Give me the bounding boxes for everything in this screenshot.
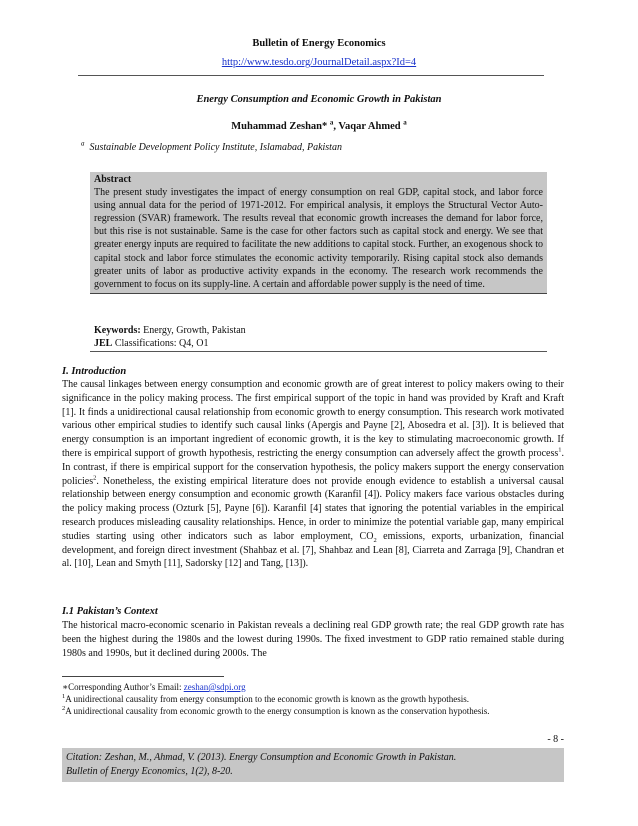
author-2-affil-mark: a: [403, 118, 407, 127]
footnote-divider: [62, 676, 224, 677]
keywords-value: Energy, Growth, Pakistan: [140, 325, 246, 336]
keywords-divider: [90, 351, 547, 352]
abstract-text: The present study investigates the impact of energy consumption on real GDP, capital stock, and labor force using annual data for the period of 1971-2012. For empirical analysis, it employs the Structural Vector Auto-regression (SVAR) framework. The results reveal that economic growth increases the demand for labor force, but this rise is not sustainable. Same is the case for other factors such as capital stock and energy. We see that greater energy inputs are required to facilitate the new additions to capital stock. Further, an exogenous shock to capital stock and labor force stimulates the economic activity temporarily. Rising capital stock also demands greater units of labor as productive activity expands in the economy. The research work recommends the government to focus on its supply-line. A certain and affordable power supply is the need of time.: [94, 187, 543, 290]
footnote-2-number: 2: [62, 705, 66, 712]
page-number: - 8 -: [547, 734, 564, 745]
co2-subscript: 2: [373, 536, 377, 544]
header-divider: [78, 75, 544, 76]
abstract-box: [90, 172, 547, 294]
introduction-text: [62, 378, 564, 571]
footnote-ref-1[interactable]: 1: [558, 446, 562, 454]
journal-url-link[interactable]: http://www.tesdo.org/JournalDetail.aspx?Id=4: [221, 57, 417, 68]
jel-value: Classifications: Q4, O1: [112, 338, 209, 349]
keywords-block: [94, 324, 246, 350]
footnote-2-text: A unidirectional causality from economic growth to the energy consumption is known as the conservation hypothesis.: [65, 706, 490, 716]
author-1: Muhammad Zeshan*: [231, 121, 328, 132]
citation-line-2: Bulletin of Energy Economics, 1(2), 8-20.: [66, 766, 233, 777]
intro-part-4: emissions, exports, urbanization, financial development, and foreign direct investment (Shahbaz et al. [7], Shahbaz and Lean [8], Ciarreta and Zarraga [9], Chandran et al. [10], Lean and Smyth [11], Sadorsky [12] and Tang, [13]).: [62, 530, 564, 570]
journal-name: Bulletin of Energy Economics: [252, 38, 386, 49]
footnote-1-number: 1: [62, 693, 66, 700]
footnote-1-text: A unidirectional causality from energy consumption to the economic growth is known as the growth hypothesis.: [65, 694, 470, 704]
footnotes: [62, 681, 564, 717]
paper-title: Energy Consumption and Economic Growth in Pakistan: [196, 94, 442, 105]
author-email-link[interactable]: zeshan@sdpi.org: [183, 682, 246, 692]
footnote-ref-2[interactable]: 2: [93, 474, 97, 482]
pakistan-context-text: The historical macro-economic scenario in Pakistan reveals a declining real GDP growth rate; the real GDP growth rate has been the highest during the 1980s and the lowest during 1990s. The fixed investment to GDP ratio remained stable during 1980s and 1990s, but it declined during 2000s. The: [62, 620, 564, 659]
introduction-heading: I. Introduction: [62, 366, 127, 377]
affiliation-text: Sustainable Development Policy Institute, Islamabad, Pakistan: [89, 142, 342, 153]
affiliation: [81, 139, 342, 153]
abstract-heading: Abstract: [94, 174, 132, 185]
intro-part-3: . Nonetheless, the existing empirical literature does not provide enough evidence to establish a universal causal relationship between energy consumption and economic growth (Karanfil [4]). Policy makers face various obstacles during the policy making process (Ozturk [5], Payne [6]). Karanfil [4] states that ignoring the potential variables in the empirical research produces misleading causality relationships. Hence, in order to minimize the potential variable gap, many empirical studies starting using other indicators such as labor employment, CO: [62, 475, 564, 542]
citation-box: [62, 748, 564, 782]
intro-part-1: The causal linkages between energy consumption and economic growth are of great interest to policy makers owing to their significance in the policy making process. The first empirical support of the topic in hand was provided by Kraft and Kraft [1]. It finds a unidirectional causal relationship from economic growth to energy consumption. This research work motivated various other empirical studies to identify such causal links (Apergis and Payne [2], Abosedra et al. [3]). It is believed that energy consumption is an important ingredient of economic growth, it is the key to stimulating macroeconomic growth. If there is empirical support of growth hypothesis, restricting the energy consumption can adversely affect the growth process: [62, 379, 564, 459]
author-line: [0, 118, 638, 132]
footnote-2: [62, 705, 564, 717]
footnote-1: [62, 693, 564, 705]
corresponding-label: ∗Corresponding Author’s Email:: [62, 682, 184, 692]
pakistan-context-heading: I.1 Pakistan’s Context: [62, 606, 158, 617]
corresponding-author-note: [62, 681, 564, 693]
citation-line-1: Citation: Zeshan, M., Ahmad, V. (2013). Energy Consumption and Economic Growth in Pakistan.: [66, 752, 457, 763]
author-1-affil-mark: a: [329, 118, 334, 127]
author-2: , Vaqar Ahmed: [333, 121, 401, 132]
keywords-label: Keywords:: [94, 325, 141, 336]
jel-label: JEL: [94, 338, 113, 349]
intro-part-2: . In contrast, if there is empirical support for the conservation hypothesis, the policy makers support the energy conservation policies: [62, 447, 564, 487]
affiliation-mark: a: [81, 139, 85, 148]
